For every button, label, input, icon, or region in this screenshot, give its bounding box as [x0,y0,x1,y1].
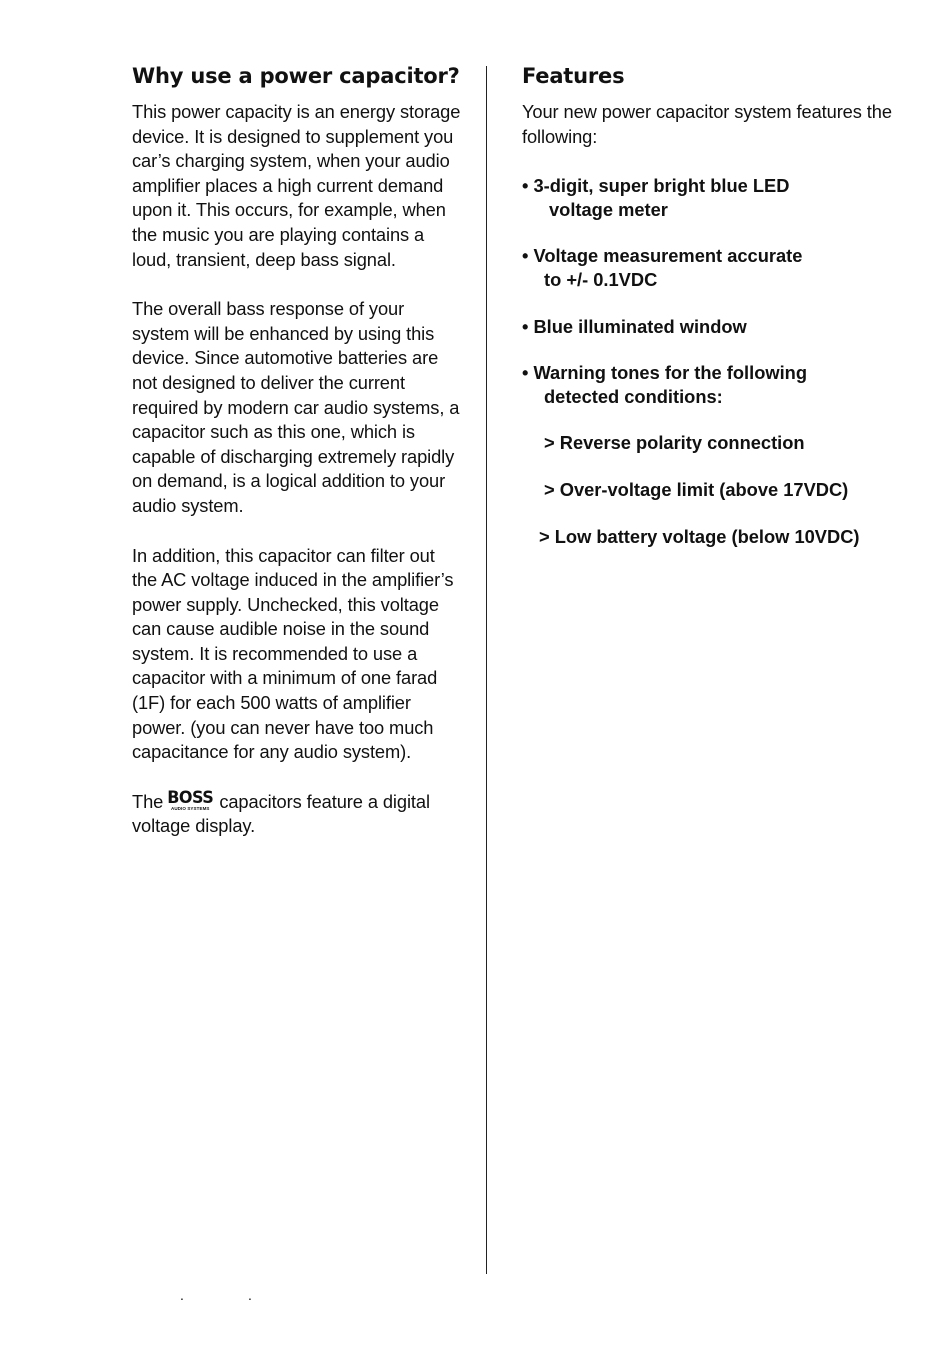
feature-line-continued: voltage meter [549,198,668,220]
why-capacitor-heading: Why use a power capacitor? [132,64,460,88]
column-divider [486,66,487,1274]
features-heading: Features [522,64,625,88]
feature-item [522,315,922,339]
feature-line: • Blue illuminated window [522,315,747,337]
footer-dot: . [180,1287,184,1303]
boss-logo-word: BOSS [167,787,214,808]
right-column [522,62,922,572]
feature-line-continued: detected conditions: [544,385,723,407]
boss-logo [167,787,214,812]
feature-item [522,174,922,221]
intro-paragraph: This power capacity is an energy storage device. It is designed to supplement you car’s charging system, when your audio amplifier places a high current demand upon it. This occurs, for example, when the music you are playing contains a loud, transient, deep bass signal. [132,101,461,270]
boss-logo-tagline: AUDIO SYSTEMS [170,805,210,811]
condition-item: > Low battery voltage (below 10VDC) [539,526,860,548]
feature-line: • Warning tones for the following [522,362,807,384]
display-paragraph-end: capacitors feature a digital voltage display. [132,790,430,837]
bass-response-paragraph: The overall bass response of your system will be enhanced by using this device. Since automotive batteries are not designed to deliver the current required by modern car audio systems, a capacitor such as this one, which is capable of discharging extremely rapidly on demand, is a logical addition to your audio system. [132,298,460,516]
display-paragraph [132,787,462,839]
feature-line-continued: to +/- 0.1VDC [544,268,658,290]
feature-line: • Voltage measurement accurate [522,245,803,267]
condition-item: > Reverse polarity connection [544,432,805,454]
feature-line: • 3-digit, super bright blue LED [522,175,790,197]
display-paragraph-start: The [132,790,164,812]
left-column [132,62,462,864]
filter-paragraph: In addition, this capacitor can filter out the AC voltage induced in the amplifier’s power supply. Unchecked, this voltage can cause audible noise in the sound system. It is recommended to use a capacitor with a minimum of one farad (1F) for each 500 watts of amplifier power. (you can never have too much capacitance for any audio system). [132,544,454,763]
feature-item [522,361,922,408]
features-intro: Your new power capacitor system features the following: [522,101,892,147]
footer-dot: . [248,1287,252,1303]
condition-item: > Over-voltage limit (above 17VDC) [544,479,849,501]
feature-item [522,244,922,291]
